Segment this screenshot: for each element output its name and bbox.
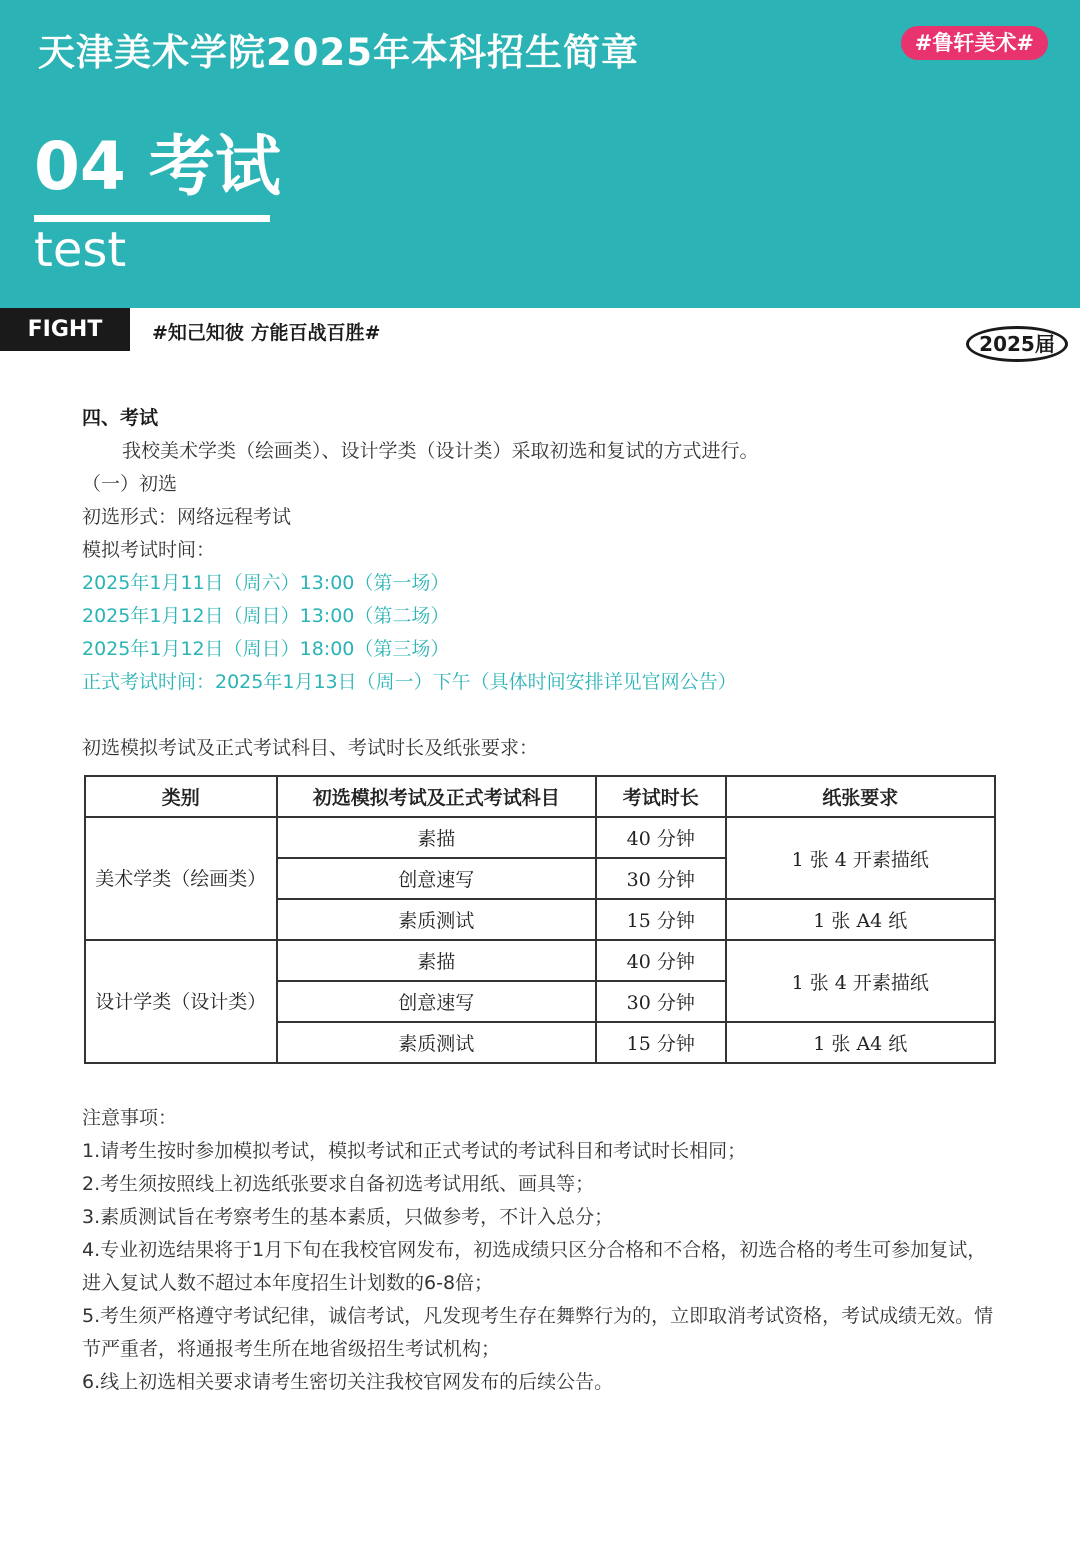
preliminary-heading: （一）初选 bbox=[82, 473, 178, 495]
notes-section bbox=[82, 1102, 1002, 1399]
note-item: 2.考生须按照线上初选纸张要求自备初选考试用纸、画具等； bbox=[82, 1173, 595, 1195]
subject-cell: 素质测试 bbox=[277, 1022, 596, 1063]
section-title: 04 考试 bbox=[34, 128, 281, 205]
fight-label: FIGHT bbox=[0, 308, 130, 351]
table-intro: 初选模拟考试及正式考试科目、考试时长及纸张要求： bbox=[82, 737, 539, 759]
paper-cell: 1 张 4 开素描纸 bbox=[726, 940, 995, 1022]
duration-cell: 30 分钟 bbox=[596, 981, 726, 1022]
duration-cell: 40 分钟 bbox=[596, 940, 726, 981]
category-cell: 设计学类（设计类） bbox=[85, 940, 277, 1063]
header-category: 类别 bbox=[85, 776, 277, 817]
page-header bbox=[0, 0, 1080, 308]
subject-cell: 素质测试 bbox=[277, 899, 596, 940]
subject-cell: 创意速写 bbox=[277, 858, 596, 899]
subject-cell: 创意速写 bbox=[277, 981, 596, 1022]
table-row bbox=[85, 817, 995, 858]
note-item: 3.素质测试旨在考察考生的基本素质，只做参考，不计入总分； bbox=[82, 1206, 614, 1228]
paper-cell: 1 张 A4 纸 bbox=[726, 1022, 995, 1063]
mock-session: 2025年1月11日（周六）13:00（第一场） bbox=[82, 572, 450, 594]
mock-session: 2025年1月12日（周日）13:00（第二场） bbox=[82, 605, 450, 627]
table-row bbox=[85, 940, 995, 981]
duration-cell: 15 分钟 bbox=[596, 1022, 726, 1063]
paper-cell: 1 张 4 开素描纸 bbox=[726, 817, 995, 899]
slogan-text: #知己知彼 方能百战百胜# bbox=[152, 322, 381, 344]
subject-cell: 素描 bbox=[277, 940, 596, 981]
exam-requirements-table bbox=[84, 775, 996, 1064]
formal-exam-time: 正式考试时间：2025年1月13日（周一）下午（具体时间安排详见官网公告） bbox=[82, 671, 737, 693]
notes-title: 注意事项： bbox=[82, 1107, 178, 1129]
header-duration: 考试时长 bbox=[596, 776, 726, 817]
header-paper: 纸张要求 bbox=[726, 776, 995, 817]
paper-cell: 1 张 A4 纸 bbox=[726, 899, 995, 940]
exam-heading: 四、考试 bbox=[82, 407, 159, 429]
note-item: 1.请考生按时参加模拟考试，模拟考试和正式考试的考试科目和考试时长相同； bbox=[82, 1140, 747, 1162]
mock-session: 2025年1月12日（周日）18:00（第三场） bbox=[82, 638, 450, 660]
note-item: 6.线上初选相关要求请考生密切关注我校官网发布的后续公告。 bbox=[82, 1371, 614, 1393]
spacer bbox=[82, 699, 1002, 732]
exam-content bbox=[82, 402, 1002, 765]
brand-tag: #鲁轩美术# bbox=[901, 26, 1048, 60]
year-badge: 2025届 bbox=[966, 326, 1068, 362]
duration-cell: 15 分钟 bbox=[596, 899, 726, 940]
duration-cell: 40 分钟 bbox=[596, 817, 726, 858]
section-subtitle-en: test bbox=[34, 222, 127, 278]
section-underline bbox=[34, 215, 270, 222]
header-subject: 初选模拟考试及正式考试科目 bbox=[277, 776, 596, 817]
note-item: 4.专业初选结果将于1月下旬在我校官网发布，初选成绩只区分合格和不合格，初选合格的考生可参加复试，进入复试人数不超过本年度招生计划数的6-8倍； bbox=[82, 1239, 987, 1294]
duration-cell: 30 分钟 bbox=[596, 858, 726, 899]
exam-intro: 我校美术学类（绘画类）、设计学类（设计类）采取初选和复试的方式进行。 bbox=[122, 440, 759, 462]
note-item: 5.考生须严格遵守考试纪律，诚信考试，凡发现考生存在舞弊行为的，立即取消考试资格，考试成绩无效。情节严重者，将通报考生所在地省级招生考试机构； bbox=[82, 1305, 994, 1360]
category-cell: 美术学类（绘画类） bbox=[85, 817, 277, 940]
brochure-title: 天津美术学院2025年本科招生简章 bbox=[38, 31, 639, 74]
table-header-row bbox=[85, 776, 995, 817]
preliminary-format: 初选形式：网络远程考试 bbox=[82, 506, 292, 528]
mock-exam-label: 模拟考试时间： bbox=[82, 539, 216, 561]
subject-cell: 素描 bbox=[277, 817, 596, 858]
